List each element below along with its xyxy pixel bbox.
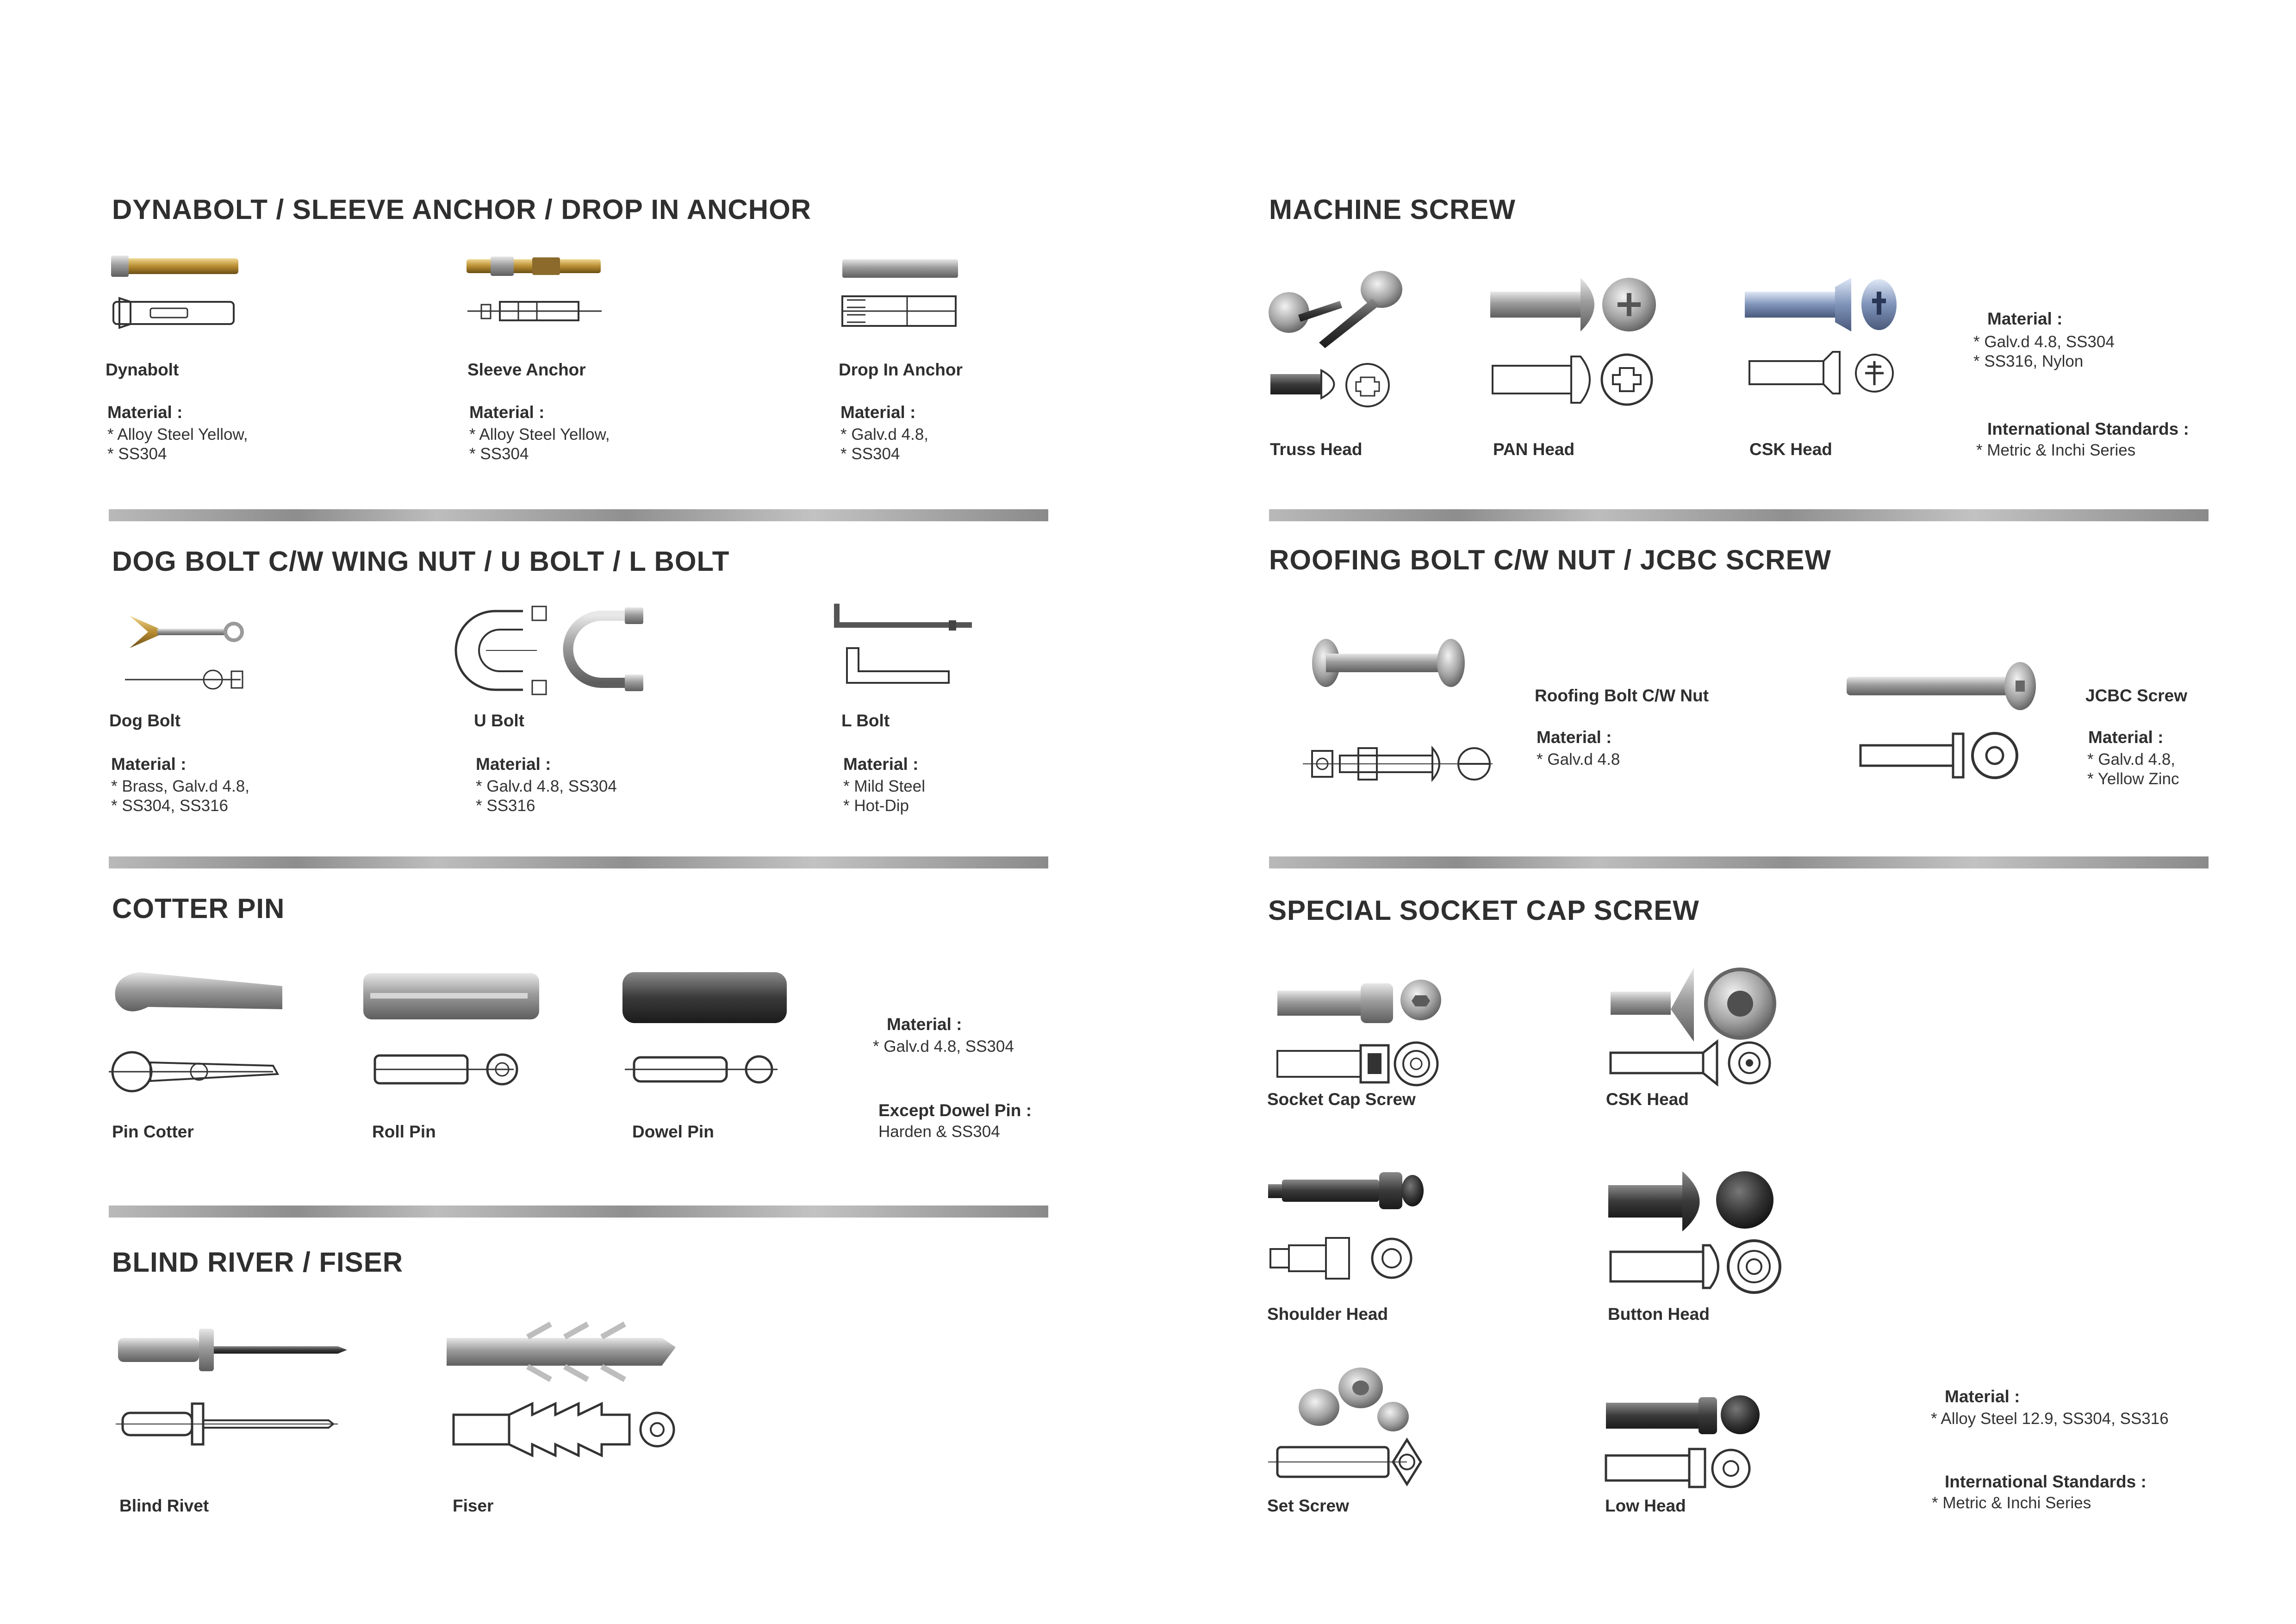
divider-left-1 <box>109 509 1048 521</box>
sleeve-anchor-image <box>463 250 616 343</box>
material-title-roofing-bolt: Material : <box>1537 728 1612 747</box>
roll-pin-image <box>361 968 537 1102</box>
roofing-bolt-image <box>1303 634 1497 792</box>
divider-right-1 <box>1269 509 2209 521</box>
pan-head-image <box>1488 269 1664 412</box>
material-title-u-bolt: Material : <box>476 755 551 774</box>
material-line-socket-1: * Alloy Steel 12.9, SS304, SS316 <box>1931 1410 2169 1428</box>
item-label-shoulder-head: Shoulder Head <box>1267 1305 1388 1324</box>
section-title-socket: SPECIAL SOCKET CAP SCREW <box>1268 895 1699 926</box>
material-title-dynabolt: Material : <box>107 403 183 422</box>
material-title-machine: Material : <box>1987 309 2063 328</box>
except-title-cotter: Except Dowel Pin : <box>878 1101 1032 1120</box>
material-line-cotter-1: * Galv.d 4.8, SS304 <box>873 1037 1014 1056</box>
item-label-drop-in-anchor: Drop In Anchor <box>839 360 963 379</box>
material-title-jcbc-screw: Material : <box>2088 728 2164 747</box>
item-label-l-bolt: L Bolt <box>841 711 890 730</box>
item-label-sleeve-anchor: Sleeve Anchor <box>467 360 586 379</box>
section-title-roofing: ROOFING BOLT C/W NUT / JCBC SCREW <box>1269 544 1832 575</box>
item-label-csk-head-socket: CSK Head <box>1606 1090 1689 1109</box>
dowel-pin-image <box>620 968 791 1102</box>
section-title-machine: MACHINE SCREW <box>1269 194 1516 225</box>
item-label-blind-rivet: Blind Rivet <box>119 1496 209 1515</box>
item-label-dowel-pin: Dowel Pin <box>632 1122 714 1141</box>
divider-left-3 <box>109 1206 1048 1218</box>
set-screw-image <box>1268 1361 1435 1491</box>
item-label-pan-head: PAN Head <box>1493 440 1575 459</box>
item-label-dynabolt: Dynabolt <box>106 360 179 379</box>
section-title-blind: BLIND RIVER / FISER <box>112 1247 404 1278</box>
socket-cap-screw-image <box>1268 972 1453 1093</box>
jcbc-screw-image <box>1842 653 2036 792</box>
item-label-pin-cotter: Pin Cotter <box>112 1122 194 1141</box>
item-label-fiser: Fiser <box>453 1496 494 1515</box>
shoulder-head-image <box>1263 1167 1430 1287</box>
standards-line-socket-1: * Metric & Inchi Series <box>1932 1494 2091 1512</box>
standards-title-machine: International Standards : <box>1987 419 2189 438</box>
fiser-image <box>444 1324 685 1463</box>
standards-title-socket: International Standards : <box>1945 1472 2147 1491</box>
item-label-set-screw: Set Screw <box>1267 1496 1349 1515</box>
material-line-jcbc-screw-2: * Yellow Zinc <box>2087 770 2179 788</box>
material-line-dog-bolt-1: * Brass, Galv.d 4.8, <box>111 777 249 795</box>
material-line-machine-2: * SS316, Nylon <box>1973 352 2084 370</box>
dynabolt-image <box>106 250 255 343</box>
csk-head-socket-image <box>1606 963 1791 1093</box>
section-title-dynabolt: DYNABOLT / SLEEVE ANCHOR / DROP IN ANCHOR <box>112 194 812 225</box>
material-title-dog-bolt: Material : <box>111 755 187 774</box>
item-label-button-head: Button Head <box>1608 1305 1710 1324</box>
csk-head-machine-image <box>1742 273 1900 407</box>
divider-left-2 <box>109 856 1048 868</box>
divider-right-2 <box>1269 856 2209 868</box>
item-label-u-bolt: U Bolt <box>474 711 524 730</box>
low-head-image <box>1601 1384 1773 1495</box>
except-text-cotter: Harden & SS304 <box>878 1123 1000 1141</box>
item-label-csk-head-machine: CSK Head <box>1749 440 1832 459</box>
truss-head-image <box>1266 264 1432 417</box>
material-line-jcbc-screw-1: * Galv.d 4.8, <box>2087 750 2176 768</box>
u-bolt-image <box>467 597 653 704</box>
button-head-image <box>1606 1162 1782 1301</box>
item-label-truss-head: Truss Head <box>1270 440 1363 459</box>
material-line-l-bolt-2: * Hot-Dip <box>843 797 909 815</box>
material-line-dog-bolt-2: * SS304, SS316 <box>111 797 228 815</box>
material-line-u-bolt-2: * SS316 <box>476 797 535 815</box>
item-label-jcbc-screw: JCBC Screw <box>2085 686 2188 705</box>
item-label-dog-bolt: Dog Bolt <box>109 711 181 730</box>
item-label-roll-pin: Roll Pin <box>372 1122 436 1141</box>
section-title-dogbolt: DOG BOLT C/W WING NUT / U BOLT / L BOLT <box>112 546 730 577</box>
material-title-drop-in-anchor: Material : <box>840 403 916 422</box>
item-label-roofing-bolt: Roofing Bolt C/W Nut <box>1535 686 1709 705</box>
material-line-dynabolt-1: * Alloy Steel Yellow, <box>107 425 248 443</box>
material-line-dynabolt-2: * SS304 <box>107 445 167 463</box>
material-line-sleeve-anchor-2: * SS304 <box>469 445 529 463</box>
material-title-cotter: Material : <box>887 1015 962 1034</box>
material-line-sleeve-anchor-1: * Alloy Steel Yellow, <box>469 425 610 443</box>
material-title-sleeve-anchor: Material : <box>469 403 545 422</box>
pin-cotter-image <box>106 963 292 1102</box>
material-line-l-bolt-1: * Mild Steel <box>843 777 926 795</box>
drop-in-anchor-image <box>838 250 963 343</box>
material-line-drop-in-anchor-2: * SS304 <box>840 445 900 463</box>
material-title-socket: Material : <box>1945 1387 2020 1406</box>
item-label-socket-cap-screw: Socket Cap Screw <box>1267 1090 1416 1109</box>
dog-bolt-image <box>120 606 259 699</box>
blind-rivet-image <box>116 1324 347 1463</box>
material-line-roofing-bolt-1: * Galv.d 4.8 <box>1537 750 1620 768</box>
section-title-cotter: COTTER PIN <box>112 893 285 924</box>
material-line-u-bolt-1: * Galv.d 4.8, SS304 <box>476 777 617 795</box>
material-line-drop-in-anchor-1: * Galv.d 4.8, <box>840 425 929 443</box>
material-line-machine-1: * Galv.d 4.8, SS304 <box>1973 333 2115 351</box>
l-bolt-image <box>833 602 986 694</box>
material-title-l-bolt: Material : <box>843 755 919 774</box>
standards-line-machine-1: * Metric & Inchi Series <box>1976 441 2136 459</box>
item-label-low-head: Low Head <box>1605 1496 1686 1515</box>
